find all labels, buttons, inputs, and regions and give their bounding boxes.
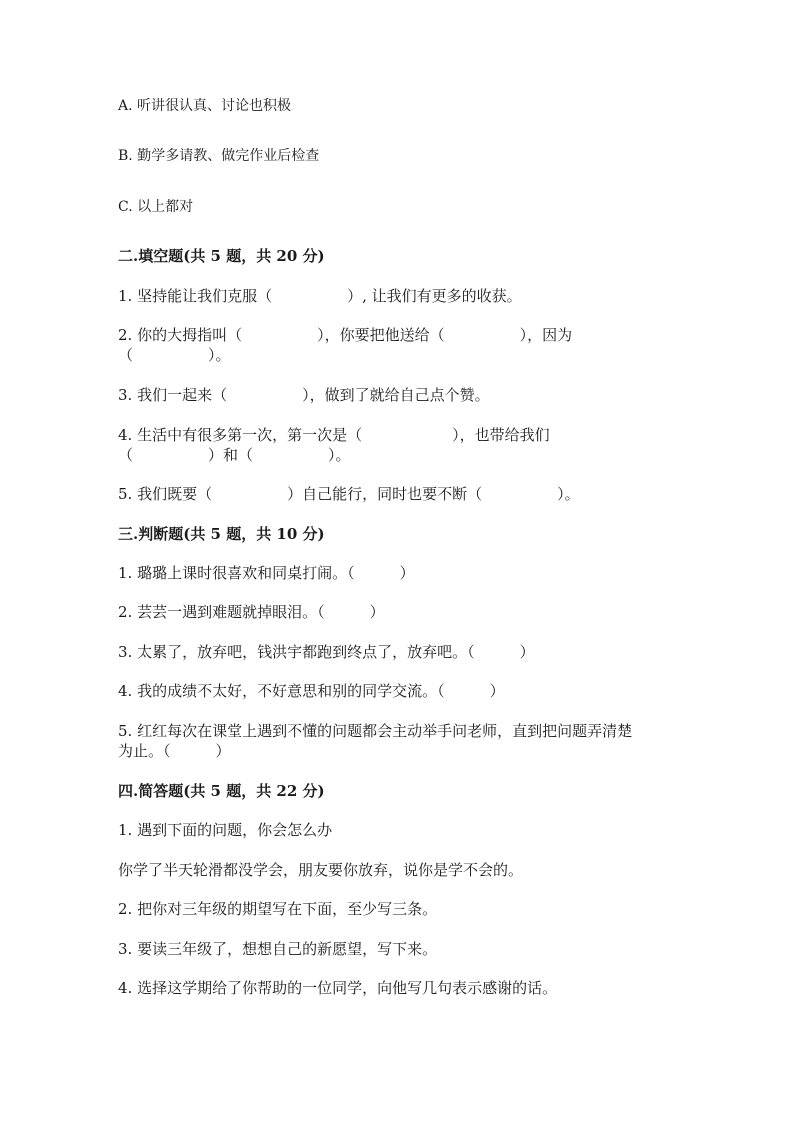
true-false-question-1: 1. 璐璐上课时很喜欢和同桌打闹。（ ） [118,564,415,582]
true-false-question-3: 3. 太累了，放弃吧，钱洪宇都跑到终点了，放弃吧。（ ） [118,643,535,661]
true-false-question-5-continued: 为止。（ ） [118,742,231,760]
short-answer-question-3: 3. 要读三年级了，想想自己的新愿望，写下来。 [118,940,438,958]
section-heading-true-false: 三.判断题(共 5 题，共 10 分) [118,525,325,543]
true-false-question-5: 5. 红红每次在课堂上遇到不懂的问题都会主动举手问老师，直到把问题弄清楚 [118,722,633,740]
option-c: C. 以上都对 [118,199,194,215]
option-b: B. 勤学多请教、做完作业后检查 [118,148,320,164]
fill-in-question-4-continued: （ ）和（ ）。 [118,446,351,464]
fill-in-question-3: 3. 我们一起来（ ），做到了就给自己点个赞。 [118,386,490,404]
short-answer-question-1-detail: 你学了半天轮滑都没学会，朋友要你放弃，说你是学不会的。 [118,861,524,879]
short-answer-question-2: 2. 把你对三年级的期望写在下面，至少写三条。 [118,900,438,918]
fill-in-question-5: 5. 我们既要（ ）自己能行，同时也要不断（ ）。 [118,485,580,503]
fill-in-question-2-continued: （ ）。 [118,346,231,364]
true-false-question-4: 4. 我的成绩不太好，不好意思和别的同学交流。（ ） [118,682,505,700]
short-answer-question-4: 4. 选择这学期给了你帮助的一位同学，向他写几句表示感谢的话。 [118,979,558,997]
option-a: A. 听讲很认真、讨论也积极 [118,98,292,114]
fill-in-question-4: 4. 生活中有很多第一次，第一次是（ ），也带给我们 [118,426,550,444]
fill-in-question-1: 1. 坚持能让我们克服（ ）, 让我们有更多的收获。 [118,287,522,305]
short-answer-question-1: 1. 遇到下面的问题，你会怎么办 [118,821,333,839]
section-heading-fill-in: 二.填空题(共 5 题，共 20 分) [118,247,325,265]
fill-in-question-2: 2. 你的大拇指叫（ ），你要把他送给（ ），因为 [118,326,573,344]
true-false-question-2: 2. 芸芸一遇到难题就掉眼泪。（ ） [118,603,385,621]
section-heading-short-answer: 四.简答题(共 5 题，共 22 分) [118,782,325,800]
